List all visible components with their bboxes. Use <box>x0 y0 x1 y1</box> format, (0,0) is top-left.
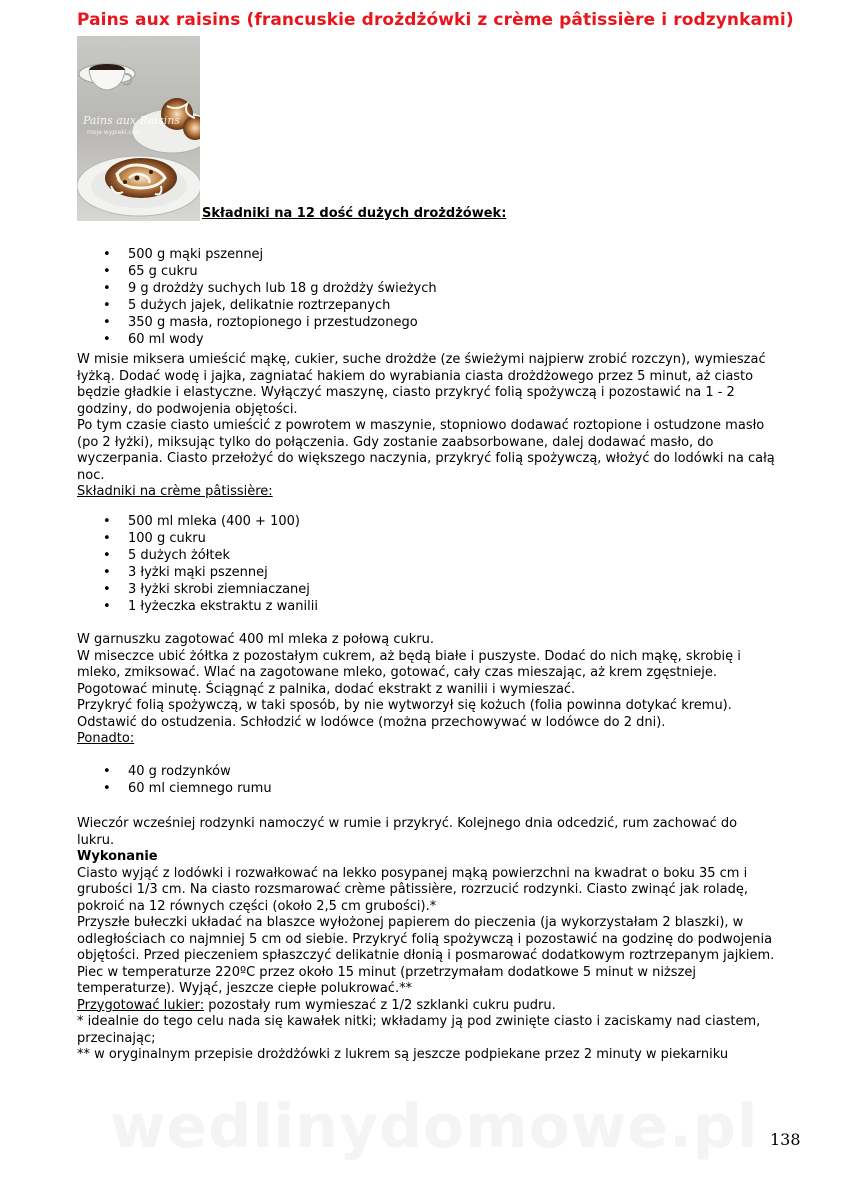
creme-instructions <box>77 632 777 748</box>
creme-ingredients-list <box>77 513 318 615</box>
bullet-icon: • <box>103 247 111 262</box>
paragraph: W misie miksera umieścić mąkę, cukier, suche drożdże (ze świeżymi najpierw zrobić rozczyn), wymieszać łyżką. Dodać wodę i jajka, zagniatać hakiem do wyrabiania ciasta drożdżowego przez 5 minut, aż ciasto będzie gładkie i elastyczne. Wyłączyć maszynę, ciasto przykryć folią spożywczą i pozostawić na 1 - 2 godziny, do podwojenia objętości. <box>77 352 766 417</box>
list-item: • 1 łyżeczka ekstraktu z wanilii <box>103 599 318 614</box>
list-item: • 60 ml ciemnego rumu <box>103 781 272 796</box>
bullet-icon: • <box>103 764 111 779</box>
bullet-icon: • <box>103 599 111 614</box>
page-number: 138 <box>770 1130 801 1149</box>
recipe-title: Pains aux raisins (francuskie drożdżówki z crème pâtissière i rodzynkami) <box>77 10 794 30</box>
bullet-icon: • <box>103 565 111 580</box>
list-item: • 500 g mąki pszennej <box>103 247 264 262</box>
list-item: • 3 łyżki mąki pszennej <box>103 565 268 580</box>
photo-caption-source: moje wypieki.com <box>87 129 142 136</box>
ingredients-list <box>77 246 437 348</box>
method-heading: Wykonanie <box>77 849 158 864</box>
paragraph: Piec w temperaturze 220ºC przez około 15 minut (przetrzymałam dodatkowe 5 minut w niższej temperaturze). Wyjąć, jeszcze ciepłe polukrować.** <box>77 964 696 996</box>
extras-list <box>77 763 272 797</box>
glaze-paragraph <box>77 998 777 1015</box>
bullet-icon: • <box>103 531 111 546</box>
glaze-text: pozostały rum wymieszać z 1/2 szklanki cukru pudru. <box>204 997 556 1013</box>
extras-heading: Ponadto: <box>77 731 135 746</box>
list-item: • 9 g drożdży suchych lub 18 g drożdży świeżych <box>103 281 437 296</box>
list-item: • 100 g cukru <box>103 531 206 546</box>
list-item: • 5 dużych żółtek <box>103 548 231 563</box>
paragraph: W garnuszku zagotować 400 ml mleka z połową cukru. <box>77 632 435 647</box>
paragraph: Po tym czasie ciasto umieścić z powrotem w maszynie, stopniowo dodawać roztopione i ostudzone masło (po 2 łyżki), miksując tylko do połączenia. Gdy zostanie zaabsorbowane, dalej dodawać masło, do wyczerpania. Ciasto przełożyć do większego naczynia, przykryć folią spożywczą, włożyć do lodówki na całą noc. <box>77 418 775 483</box>
recipe-photo <box>77 36 200 221</box>
footnote: ** w oryginalnym przepisie drożdżówki z lukrem są jeszcze podpiekane przez 2 minuty w piekarniku <box>77 1047 729 1062</box>
paragraph: Przyszłe bułeczki układać na blaszce wyłożonej papierem do pieczenia (ja wykorzystałam 2 blaszki), w odległościach co najmniej 5 cm od siebie. Przykryć folią spożywczą i pozostawić na godzinę do podwojenia objętości. Przed pieczeniem spłaszczyć delikatnie dłonią i posmarować dodatkowym roztrzepanym jajkiem. <box>77 915 775 963</box>
bullet-icon: • <box>103 781 111 796</box>
paragraph: Ciasto wyjąć z lodówki i rozwałkować na lekko posypanej mąką powierzchni na kwadrat o boku 35 cm i grubości 1/3 cm. Na ciasto rozsmarować crème pâtissière, rozrzucić rodzynki. Ciasto zwinąć jak roladę, pokroić na 12 równych części (około 2,5 cm grubości).* <box>77 865 748 914</box>
list-item: • 60 ml wody <box>103 332 204 347</box>
list-item: • 65 g cukru <box>103 264 198 279</box>
bullet-icon: • <box>103 514 111 529</box>
pastry-photo-image <box>77 36 200 221</box>
bullet-icon: • <box>103 281 111 296</box>
list-item: • 5 dużych jajek, delikatnie roztrzepanych <box>103 298 391 313</box>
method-section <box>77 816 777 1064</box>
photo-caption-title: Pains aux Raisins <box>83 114 181 127</box>
dough-instructions <box>77 352 777 501</box>
list-item: • 350 g masła, roztopionego i przestudzonego <box>103 315 418 330</box>
ingredients-heading: Składniki na 12 dość dużych drożdżówek: <box>202 206 507 221</box>
bullet-icon: • <box>103 582 111 597</box>
watermark: wedlinydomowe.pl <box>110 1092 759 1162</box>
creme-heading: Składniki na crème pâtissière: <box>77 484 273 499</box>
glaze-label: Przygotować lukier: <box>77 997 205 1013</box>
paragraph: Wieczór wcześniej rodzynki namoczyć w rumie i przykryć. Kolejnego dnia odcedzić, rum zachować do lukru. <box>77 816 738 848</box>
list-item: • 40 g rodzynków <box>103 764 231 779</box>
footnote: * idealnie do tego celu nada się kawałek nitki; wkładamy ją pod zwinięte ciasto i zaciskamy nad ciastem, przecinając; <box>77 1014 761 1046</box>
list-item: • 500 ml mleka (400 + 100) <box>103 514 300 529</box>
bullet-icon: • <box>103 315 111 330</box>
bullet-icon: • <box>103 298 111 313</box>
paragraph: Przykryć folią spożywczą, w taki sposób, by nie wytworzył się kożuch (folia powinna dotykać kremu). Odstawić do ostudzenia. Schłodzić w lodówce (można przechowywać w lodówce do 2 dni). <box>77 698 732 730</box>
paragraph: W miseczce ubić żółtka z pozostałym cukrem, aż będą białe i puszyste. Dodać do nich mąkę, skrobię i mleko, zmiksować. Wlać na zagotowane mleko, gotować, cały czas mieszając, aż krem zgęstnieje. Pogotować minutę. Ściągnąć z palnika, dodać ekstrakt z wanilii i wymieszać. <box>77 648 741 697</box>
bullet-icon: • <box>103 264 111 279</box>
bullet-icon: • <box>103 548 111 563</box>
list-item: • 3 łyżki skrobi ziemniaczanej <box>103 582 310 597</box>
bullet-icon: • <box>103 332 111 347</box>
